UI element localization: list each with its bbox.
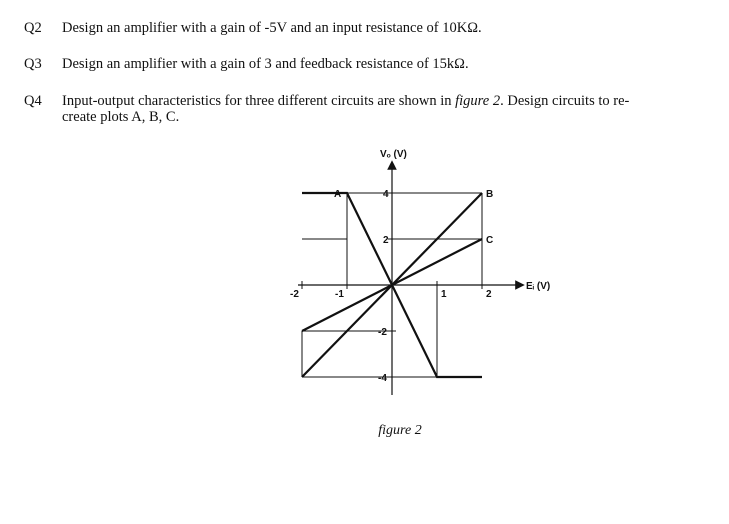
y-tick-label: -2 — [378, 327, 387, 338]
x-tick-label: 2 — [486, 289, 492, 300]
figure-reference: figure 2 — [455, 93, 501, 109]
question-text: Design an amplifier with a gain of 3 and feedback resistance of 15kΩ. — [62, 56, 469, 72]
x-axis-label: Eᵢ (V) — [526, 281, 551, 292]
x-tick-label: -1 — [335, 289, 344, 300]
y-axis-label: Vₒ (V) — [380, 149, 407, 160]
curve-label-c: C — [486, 235, 494, 246]
question-number: Q2 — [24, 20, 42, 36]
question-number: Q4 — [24, 93, 42, 109]
question-number: Q3 — [24, 56, 42, 72]
curve-label-a: A — [334, 189, 342, 200]
y-tick-label: -4 — [378, 373, 387, 384]
question-text-part: Input-output characteristics for three different circuits are shown in — [62, 93, 456, 109]
y-tick-label: 2 — [383, 235, 389, 246]
question-text-line2: create plots A, B, C. — [62, 109, 180, 125]
figure-caption: figure 2 — [378, 423, 422, 438]
x-tick-label: 1 — [441, 289, 447, 300]
question-text-part: . Design circuits to re- — [500, 93, 630, 109]
y-tick-label: 4 — [383, 189, 389, 200]
question-text: Design an amplifier with a gain of -5V and an input resistance of 10KΩ. — [62, 20, 482, 36]
x-tick-label: -2 — [290, 289, 299, 300]
curve-label-b: B — [486, 189, 494, 200]
